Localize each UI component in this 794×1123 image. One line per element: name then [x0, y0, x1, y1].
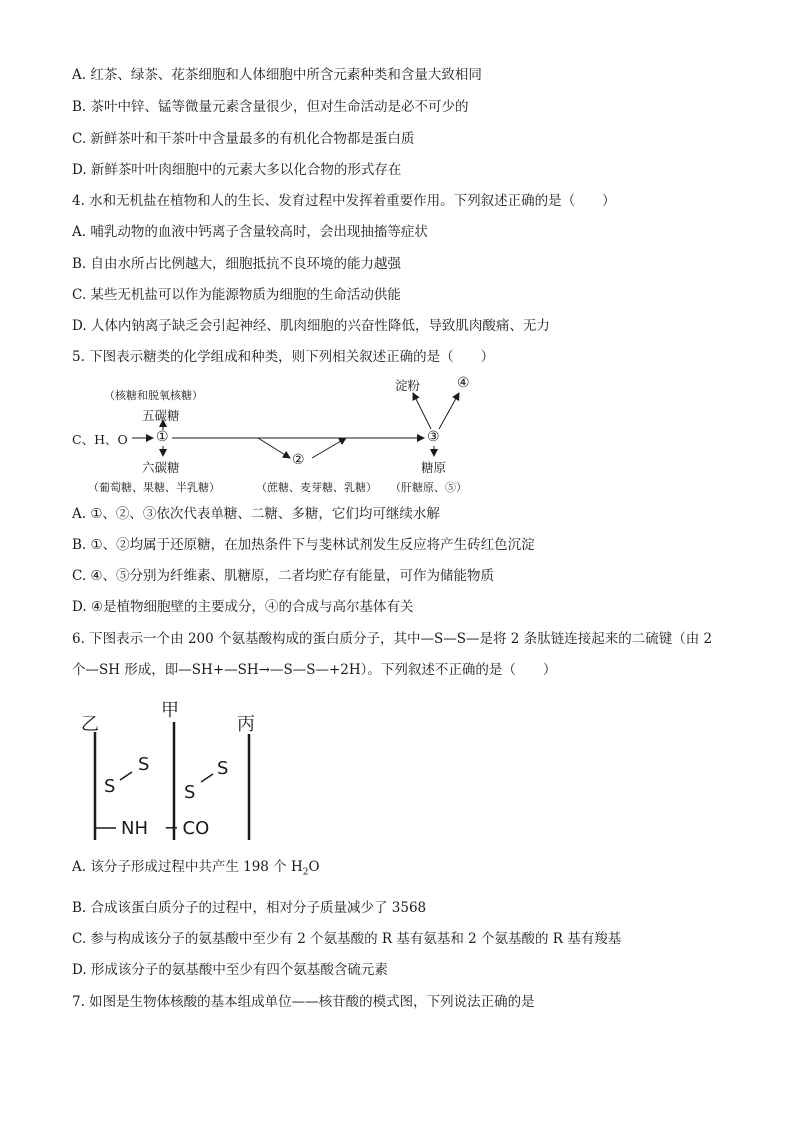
chain-bing-label: 丙 [237, 714, 255, 735]
q3-option-b: B. 茶叶中锌、锰等微量元素含量很少，但对生命活动是必不可少的 [72, 99, 469, 115]
q6-stem-line-2: 个—SH 形成，即—SH+—SH→—S—S—+2H）。下列叙述不正确的是（ ） [72, 662, 557, 678]
pentose-label: 五碳糖 [142, 408, 180, 423]
elements-label: C、H、O [72, 432, 128, 447]
q6-option-c: C. 参与构成该分子的氨基酸中至少有 2 个氨基酸的 R 基有氨基和 2 个氨基酸的 R 基有羧基 [72, 931, 622, 947]
q5-option-b: B. ①、②均属于还原糖，在加热条件下与斐林试剂发生反应将产生砖红色沉淀 [72, 537, 535, 553]
q4-option-b: B. 自由水所占比例越大，细胞抵抗不良环境的能力越强 [72, 256, 402, 272]
disaccharide-note: （蔗糖、麦芽糖、乳糖） [256, 481, 377, 494]
nh-group: NH [121, 818, 148, 839]
q4-option-a: A. 哺乳动物的血液中钙离子含量较高时，会出现抽搐等症状 [72, 224, 428, 240]
q6-option-a-subscript: 2 [302, 867, 309, 878]
q6-option-a [72, 858, 320, 876]
hexose-label: 六碳糖 [142, 460, 180, 475]
q3-option-a: A. 红茶、绿茶、花茶细胞和人体细胞中所含元素种类和含量大致相同 [72, 67, 482, 83]
q5-option-a: A. ①、②、③依次代表单糖、二糖、多糖，它们均可继续水解 [72, 506, 440, 522]
q5-option-d: D. ④是植物细胞壁的主要成分，④的合成与高尔基体有关 [72, 599, 414, 615]
node-4: ④ [457, 375, 470, 391]
q6-option-d: D. 形成该分子的氨基酸中至少有四个氨基酸含硫元素 [72, 962, 388, 978]
pentose-note: （核糖和脱氧核糖） [104, 389, 203, 402]
node-3: ③ [427, 429, 440, 445]
q5-option-c: C. ④、⑤分别为纤维素、肌糖原，二者均贮存有能量，可作为储能物质 [72, 568, 495, 584]
q4-option-d: D. 人体内钠离子缺乏会引起神经、肌肉细胞的兴奋性降低，导致肌肉酸痛、无力 [72, 318, 550, 334]
glycogen-note: （肝糖原、⑤） [390, 481, 467, 494]
starch-label: 淀粉 [395, 378, 421, 393]
hexose-note: （葡萄糖、果糖、半乳糖） [88, 481, 220, 494]
q6-option-a-suffix: O [308, 859, 320, 875]
q7-stem: 7. 如图是生物体核酸的基本组成单位——核苷酸的模式图，下列说法正确的是 [72, 994, 535, 1010]
q6-stem-line-1: 6. 下图表示一个由 200 个氨基酸构成的蛋白质分子，其中—S—S—是将 2 条肽链连接起来的二硫键（由 2 [72, 631, 713, 647]
q3-option-c: C. 新鲜茶叶和干茶叶中含量最多的有机化合物都是蛋白质 [72, 131, 415, 147]
node-2: ② [292, 452, 305, 468]
chain-yi-label: 乙 [81, 714, 99, 735]
sulfur-atom-1: S [104, 776, 116, 797]
q4-stem: 4. 水和无机盐在植物和人的生长、发育过程中发挥着重要作用。下列叙述正确的是（ ） [72, 193, 616, 209]
node-1: ① [156, 429, 169, 445]
sulfur-atom-3: S [184, 782, 196, 803]
chain-jia-label: 甲 [161, 700, 179, 721]
sulfur-atom-4: S [217, 758, 229, 779]
q3-option-d: D. 新鲜茶叶叶肉细胞中的元素大多以化合物的形式存在 [72, 162, 402, 178]
co-group: ─ CO [166, 818, 210, 839]
sulfur-atom-2: S [138, 754, 150, 775]
q6-option-a-text: A. 该分子形成过程中共产生 198 个 H [72, 859, 303, 875]
glycogen-label: 糖原 [421, 460, 447, 475]
q6-option-b: B. 合成该蛋白质分子的过程中，相对分子质量减少了 3568 [72, 900, 427, 916]
q5-stem: 5. 下图表示糖类的化学组成和种类，则下列相关叙述正确的是（ ） [72, 349, 495, 365]
q4-option-c: C. 某些无机盐可以作为能源物质为细胞的生命活动供能 [72, 287, 401, 303]
